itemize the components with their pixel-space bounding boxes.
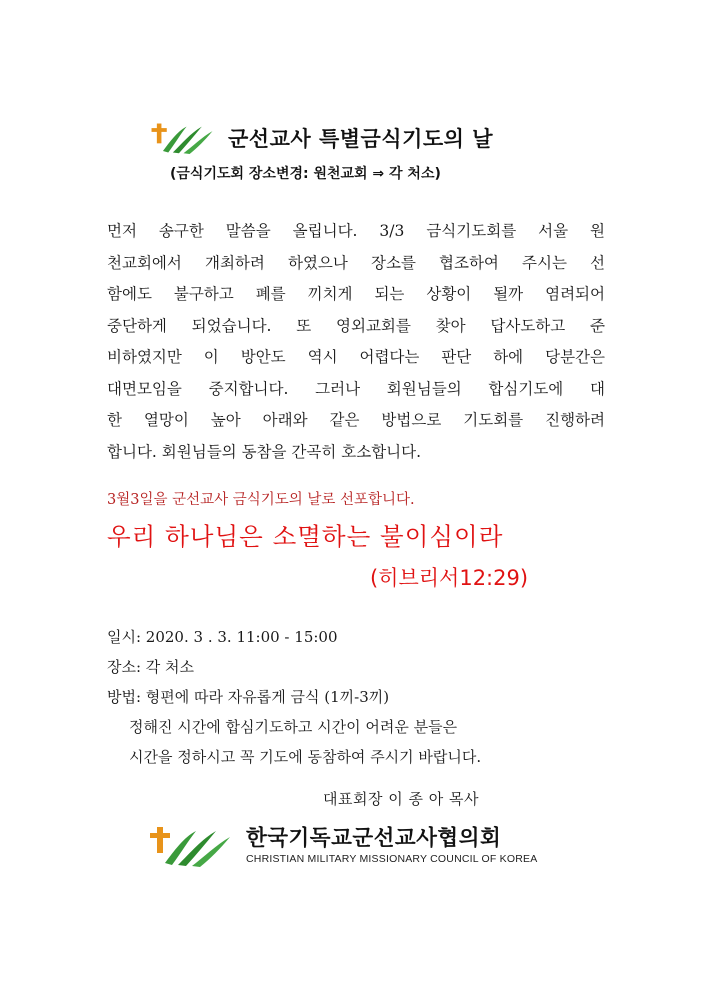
method-note: 정해진 시간에 합심기도하고 시간이 어려운 분들은 (129, 718, 458, 736)
title-row (150, 118, 493, 158)
paragraph-line: 천교회에서 개최하려 하였으나 장소를 협조하여 주시는 선 (107, 253, 605, 272)
signer-name: 대표회장 이 종 아 목사 (323, 790, 479, 808)
page-title: 군선교사 특별금식기도의 날 (228, 127, 494, 151)
paragraph-line: 대면모임을 중지합니다. 그러나 회원님들의 합심기도에 대 (107, 379, 605, 398)
event-date: 일시: 2020. 3 . 3. 11:00 - 15:00 (107, 628, 338, 646)
council-logo-icon (150, 119, 214, 157)
organization-footer (148, 823, 537, 869)
event-details (107, 622, 481, 772)
organization-name-block (246, 826, 537, 866)
paragraph-line: 함에도 불구하고 폐를 끼치게 되는 상황이 될까 염려되어 (107, 285, 605, 303)
organization-name-english: CHRISTIAN MILITARY MISSIONARY COUNCIL OF KOREA (246, 853, 538, 865)
paragraph-line: 중단하게 되었습니다. 또 영외교회를 찾아 답사도하고 준 (107, 316, 605, 335)
paragraph-line: 한 열망이 높아 아래와 같은 방법으로 기도회를 진행하려 (107, 411, 605, 429)
location-change-subtitle: (금식기도회 장소변경: 원천교회 ⇒ 각 처소) (170, 166, 441, 182)
council-logo-icon (148, 823, 232, 869)
scripture-verse: 우리 하나님은 소멸하는 불이심이라 (107, 522, 504, 551)
paragraph-line: 합니다. 회원님들의 동참을 간곡히 호소합니다. (107, 442, 422, 461)
apology-paragraph (107, 216, 605, 468)
scripture-reference: (히브리서12:29) (370, 566, 529, 590)
method-note: 시간을 정하시고 꼭 기도에 동참하여 주시기 바랍니다. (129, 748, 482, 766)
paragraph-line: 먼저 송구한 말씀을 올립니다. 3/3 금식기도회를 서울 원 (107, 222, 605, 240)
event-method: 방법: 형편에 따라 자유롭게 금식 (1끼-3끼) (107, 688, 390, 706)
organization-name-korean: 한국기독교군선교사협의회 (246, 826, 502, 851)
event-place: 장소: 각 처소 (107, 658, 195, 676)
paragraph-line: 비하였지만 이 방안도 역시 어렵다는 판단 하에 당분간은 (107, 348, 605, 366)
proclamation-text: 3월3일을 군선교사 금식기도의 날로 선포합니다. (107, 492, 415, 508)
